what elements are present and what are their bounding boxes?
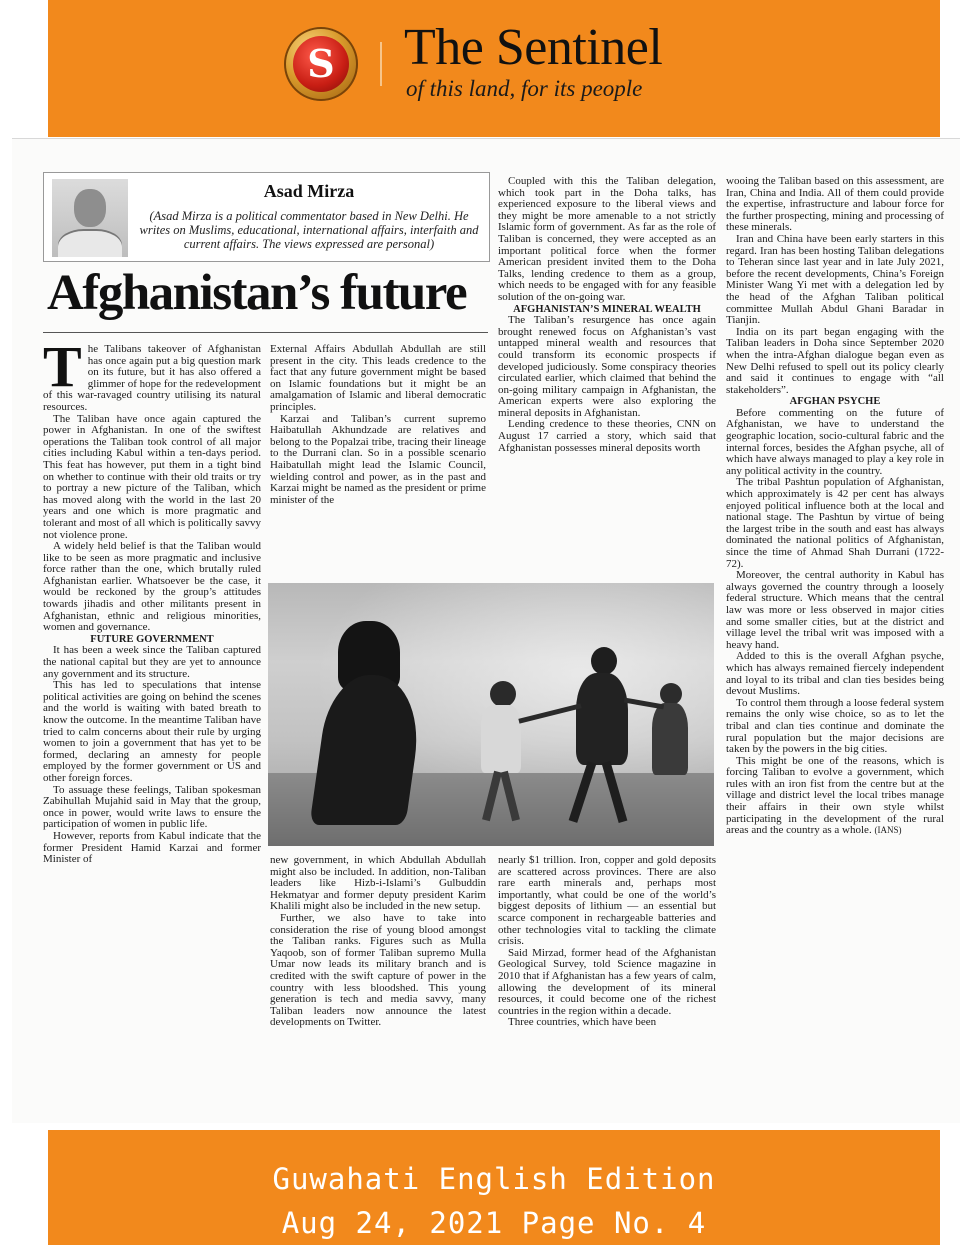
logo-letter: S (293, 36, 349, 92)
paragraph: However, reports from Kabul indicate that the former President Hamid Karzai and former Minister of (43, 829, 261, 866)
paragraph: The tribal Pashtun population of Afghanistan, which approximately is 42 per cent has always enjoyed political influence both at the local and national stage. The Pashtun by virtue of being the largest tribe in the south and east has always dominated the national politics of Afghanistan, since the time of Ahmad Shah Durrani (1722-72). (726, 476, 944, 570)
paragraph: Added to this is the overall Afghan psyche, which has always remained fiercely independent and loyal to its tribal and clan ties besides being devout Muslims. (726, 650, 944, 698)
article-column-4 (726, 176, 944, 1116)
paragraph: new government, in which Abdullah Abdullah might also be included. In addition, non-Taliban leaders like Hizb-i-Islami’s Gulbuddin Hekmatyar and former deputy president Karim Khalili might also be included in the new setup. (270, 855, 486, 913)
edition-footer (48, 1130, 940, 1245)
sentinel-logo-icon (284, 27, 358, 101)
paragraph: Iran and China have been early starters in this regard. Iran has been hosting Taliban delegations to Teheran since last year and in late July 2021, before the recent developments, China’s Foreign Minister Wang Yi met with a delegation led by the head of the Afghan Taliban political committee Mullah Abdul Ghani Baradar in Tianjin. (726, 232, 944, 327)
article-column-1 (43, 344, 261, 1114)
paragraph: India on its part began engaging with the Taliban leaders in Doha since September 2020 when the intra-Afghan dialogue began even as New Delhi refused to spell out its policy clearly and said it continues to engage with “all stakeholders”. (726, 325, 944, 396)
child-2-body (576, 673, 628, 765)
paragraph: Before commenting on the future of Afghanistan, we have to understand the geographic location, socio-cultural fabric and the internal forces, besides the Afghan psyche, all of which have always managed to play a key role in any political activity in the country. (726, 406, 944, 477)
paragraph: A widely held belief is that the Taliban would like to be seen as more pragmatic and inclusive force rather than the one, which brutally ruled Afghanistan earlier. Whatsoever be the case, it would be reckoned by the group’s attitudes towards jihadis and other militants present in Afghanistan, ethnic and religious minorities, women and governance. (43, 540, 261, 634)
edition-name: Guwahati English Edition (272, 1162, 716, 1196)
paragraph: Further, we also have to take into consideration the rise of young blood amongst the Taliban ranks. Figures such as Mulla Yaqoob, son of former Taliban supremo Mulla Umar now leads its military branch and is credited with the swift capture of power in the country with less bloodshed. This young generation is tech and media savvy, many Taliban leaders now announce the latest developments on Twitter. (270, 911, 486, 1029)
article-column-3-top (498, 176, 716, 576)
paragraph: he Talibans takeover of Afghanistan has once again put a big question mark on its future, but it has also offered a glimmer of hope for the redevelopment of this war-ravaged country utilising its natural resources. (43, 344, 261, 413)
subheading: FUTURE GOVERNMENT (90, 633, 214, 645)
paragraph: To control them through a loose federal system remains the only wise choice, so as to let the tribal and clan ties continue and dominate the rural population but the major decisions are taken by the powers in the big cities. (726, 696, 944, 756)
paragraph: The Taliban have once again captured the power in Afghanistan. In one of the swiftest operations the Taliban took control of all major cities including Kabul within a ten-days period. This feat has however, put them in a tight bind on whether to continue with their old traits or try to portray a new picture of the Taliban, which has moved along with the world in the last 20 years and one which is more pragmatic and tolerant and most of all which is politically savvy not violence prone. (43, 412, 261, 541)
subheading: AFGHANISTAN’S MINERAL WEALTH (513, 303, 701, 315)
child-2-head (591, 647, 617, 675)
source-credit: (IANS) (874, 825, 902, 836)
article-headline: Afghanistan’s future (47, 265, 467, 321)
publication-title: The Sentinel (404, 19, 663, 76)
paragraph: Coupled with this the Taliban delegation, which took part in the Doha talks, has experienced exposure to the liberal views and they might be more amenable to a not strictly Islamic form of government. As far as the role of Taliban is concerned, they were accepted as an important political force when the former American president invited them to the Doha Talks, lending credence to them as a group, which needs to be engaged with for any feasible solution of the on-going war. (498, 176, 716, 303)
article-frame (43, 172, 944, 1122)
article-column-3-bottom (498, 855, 716, 1117)
logo-divider (380, 42, 382, 86)
author-bio: (Asad Mirza is a political commentator based in New Delhi. He writes on Muslims, educational, international affairs, interfaith and current affairs. The views expressed are personal) (139, 209, 479, 251)
masthead-banner (48, 0, 940, 137)
paragraph: Lending credence to these theories, CNN on August 17 carried a story, which said that Afghanistan possesses mineral deposits worth (498, 418, 716, 454)
publication-tagline: of this land, for its people (406, 76, 643, 101)
paragraph: To assuage these feelings, Taliban spokesman Zabihullah Mujahid said in May that the group, once in power, would write laws to ensure the participation of women in public life. (43, 783, 261, 831)
child-3-head (660, 683, 682, 705)
paragraph-text: This might be one of the reasons, which is forcing Taliban to evolve a government, which rules with an iron fist from the centre but at the village and district level the local tribes manage their affairs in their own style whilst participating in the development of the rural areas and the country as a whole. (726, 754, 944, 837)
article-column-2-bottom (270, 855, 486, 1117)
paragraph (726, 756, 944, 837)
paragraph: External Affairs Abdullah Abdullah are still present in the city. This leads credence to the fact that any future government might be based on Islamic foundations but it might be an amalgamation of Islamic and liberal democratic principles. (270, 344, 486, 413)
child-1-head (490, 681, 516, 707)
headline-rule (43, 332, 488, 333)
paragraph: nearly $1 trillion. Iron, copper and gold deposits are scattered across provinces. There are also rare earth minerals and, perhaps most importantly, what could be one of the world’s biggest deposits of lithium — an essential but scarce component in rechargeable batteries and other technologies vital to tackling the climate crisis. (498, 855, 716, 948)
drop-cap: T (43, 344, 82, 399)
child-3-body (652, 703, 688, 775)
author-box (43, 172, 490, 262)
article-column-2-top (270, 344, 486, 576)
paragraph: Karzai and Taliban’s current supremo Haibatullah Akhundzade are relatives and belong to the Popalzai tribe, tracing their lineage to the Durrani clan. So in a possible scenario Haibatullah might lead the Islamic Council, wielding control and power, as in the past and Karzai might be named as the president or prime minister of the (270, 412, 486, 506)
paragraph: This has led to speculations that intense political activities are going on behind the scenes and the world is waiting with bated breath to know the outcome. In the meantime Taliban have tried to calm concerns about their rule by urging women to join a government that has yet to be formed, declaring an amnesty for people employed by the former government or US and other foreign forces. (43, 679, 261, 784)
paragraph: Said Mirzad, former head of the Afghanistan Geological Survey, told Science magazine in 2010 that if Afghanistan has a few years of calm, allowing the development of its mineral resources, it could become one of the richest countries in the region within a decade. (498, 946, 716, 1017)
paragraph: The Taliban’s resurgence has once again brought renewed focus on Afghanistan’s vast untapped mineral wealth and resources that could transform its economic prospects if developed judiciously. Some conspiracy theories circulated earlier, which claimed that behind the on-going military campaign in Afghanistan, the American experts were also exploring the mineral deposits in Afghanistan. (498, 314, 716, 419)
paragraph: wooing the Taliban based on this assessment, are Iran, China and India. All of them could provide the expertise, infrastructure and labour force for the further prospecting, mining and processing of these minerals. (726, 176, 944, 234)
paragraph: It has been a week since the Taliban captured the national capital but they are yet to announce any government and its structure. (43, 644, 261, 680)
author-name: Asad Mirza (263, 181, 355, 201)
paragraph: Moreover, the central authority in Kabul has always governed the country through a loosely federal structure. Which means that the central law was more or less observed in major cities and some smaller cities, but at the district and village level the tribal writ was imposed with a heavy hand. (726, 569, 944, 651)
newspaper-page (12, 138, 960, 1123)
child-1-body (481, 705, 521, 773)
author-photo (52, 179, 128, 257)
article-photo (268, 583, 714, 846)
paragraph: Three countries, which have been (508, 1016, 657, 1029)
subheading: AFGHAN PSYCHE (789, 396, 881, 408)
edition-date-page: Aug 24, 2021 Page No. 4 (281, 1206, 707, 1240)
